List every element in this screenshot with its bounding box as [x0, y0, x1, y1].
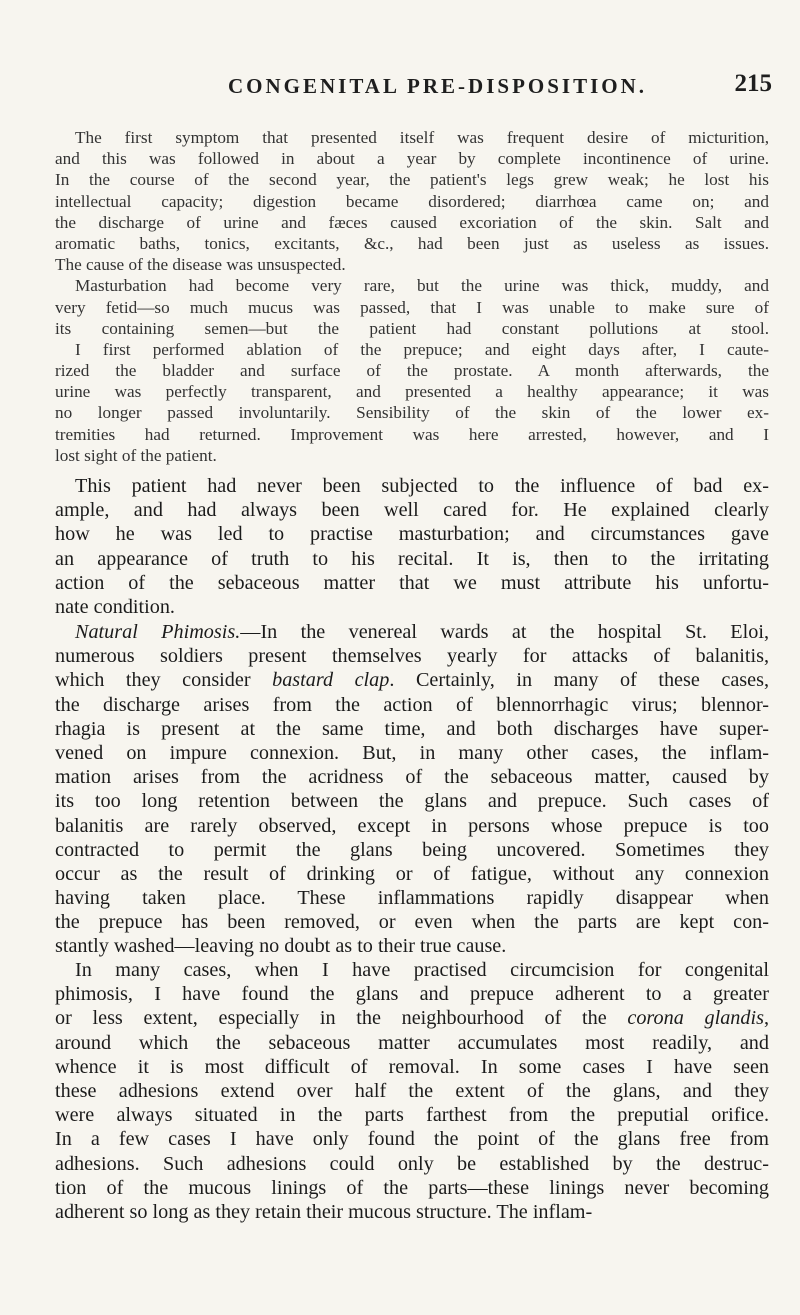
text-line: nate condition. — [55, 595, 175, 618]
paragraph-natural-phimosis — [55, 620, 769, 959]
text-line: adhesions. Such adhesions could only be established by the destruc- — [55, 1152, 769, 1175]
text-line: numerous soldiers present themselves yearly for attacks of balanitis, — [55, 645, 769, 668]
text-line: Masturbation had become very rare, but the urine was thick, muddy, and — [75, 276, 769, 296]
text-line: the discharge of urine and fæces caused excoriation of the skin. Salt and — [55, 212, 769, 232]
text-line: action of the sebaceous matter that we must attribute his unfortu- — [55, 571, 769, 594]
text-line: the discharge arises from the action of blennorrhagic virus; blennor- — [55, 693, 769, 716]
text-line: rhagia is present at the same time, and both discharges have super- — [55, 717, 769, 740]
paragraph-circumcision-adhesions — [55, 958, 769, 1224]
text-line: tion of the mucous linings of the parts—these linings never becoming — [55, 1176, 769, 1199]
text-line: whence it is most difficult of removal. In some cases I have seen — [55, 1055, 769, 1078]
text-line: very fetid—so much mucus was passed, that I was unable to make sure of — [55, 297, 769, 317]
text-line: contracted to permit the glans being uncovered. Sometimes they — [55, 838, 769, 861]
text-line: the prepuce has been removed, or even when the parts are kept con- — [55, 911, 769, 934]
text-line: an appearance of truth to his recital. It is, then to the irritating — [55, 547, 769, 570]
text-line: phimosis, I have found the glans and prepuce adherent to a greater — [55, 983, 769, 1006]
text-line: which they consider bastard clap. Certainly, in many of these cases, — [55, 669, 769, 692]
text-line: how he was led to practise masturbation; and circumstances gave — [55, 523, 769, 546]
text-line: In many cases, when I have practised circumcision for congenital — [75, 959, 769, 981]
page-number: 215 — [734, 70, 772, 97]
text-line: rized the bladder and surface of the prostate. A month afterwards, the — [55, 361, 769, 381]
text-line: stantly washed—leaving no doubt as to their true cause. — [55, 935, 507, 958]
text-line: tremities had returned. Improvement was here arrested, however, and I — [55, 424, 769, 444]
text-line: vened on impure connexion. But, in many other cases, the inflam- — [55, 741, 769, 764]
section-heading: Natural Phimosis. — [75, 621, 241, 643]
text-line: were always situated in the parts farthest from the preputial orifice. — [55, 1104, 769, 1127]
text-line: ample, and had always been well cared for. He explained clearly — [55, 499, 769, 522]
running-title: CONGENITAL PRE-DISPOSITION. — [228, 74, 648, 98]
text-line: The cause of the disease was unsuspected. — [55, 255, 346, 275]
text-line: This patient had never been subjected to the influence of bad ex- — [75, 475, 769, 497]
text-line: mation arises from the acridness of the sebaceous matter, caused by — [55, 766, 769, 789]
text-line: no longer passed involuntarily. Sensibility of the skin of the lower ex- — [55, 403, 769, 423]
text-line: around which the sebaceous matter accumulates most readily, and — [55, 1031, 769, 1054]
text-line: In a few cases I have only found the point of the glans free from — [55, 1128, 769, 1151]
text-line: aromatic baths, tonics, excitants, &c., had been just as useless as issues. — [55, 233, 769, 253]
text-line: or less extent, especially in the neighbourhood of the corona glandis, — [55, 1007, 769, 1030]
running-header — [228, 70, 772, 99]
text-line: its too long retention between the glans and prepuce. Such cases of — [55, 790, 769, 813]
text-line: I first performed ablation of the prepuce; and eight days after, I caute- — [75, 339, 769, 359]
text-line: these adhesions extend over half the extent of the glans, and they — [55, 1079, 769, 1102]
text-line: and this was followed in about a year by complete incontinence of urine. — [55, 149, 769, 169]
text-line: its containing semen—but the patient had constant pollutions at stool. — [55, 318, 769, 338]
text-line: having taken place. These inflammations rapidly disappear when — [55, 887, 769, 910]
text-line: In the course of the second year, the patient's legs grew weak; he lost his — [55, 170, 769, 190]
text-line: lost sight of the patient. — [55, 445, 217, 465]
text-line: The first symptom that presented itself was frequent desire of micturition, — [75, 128, 769, 147]
text-line: intellectual capacity; digestion became disordered; diarrhœa came on; and — [55, 191, 769, 211]
text-line: Natural Phimosis.—In the venereal wards at the hospital St. Eloi, — [75, 621, 769, 643]
text-line: balanitis are rarely observed, except in persons whose prepuce is too — [55, 814, 769, 837]
paragraph-patient-history — [55, 474, 769, 619]
text-line: occur as the result of drinking or of fatigue, without any connexion — [55, 862, 769, 885]
text-line: adherent so long as they retain their mucous structure. The inflam- — [55, 1200, 593, 1223]
text-line: urine was perfectly transparent, and presented a healthy appearance; it was — [55, 382, 769, 402]
case-notes-small-print — [55, 127, 769, 466]
